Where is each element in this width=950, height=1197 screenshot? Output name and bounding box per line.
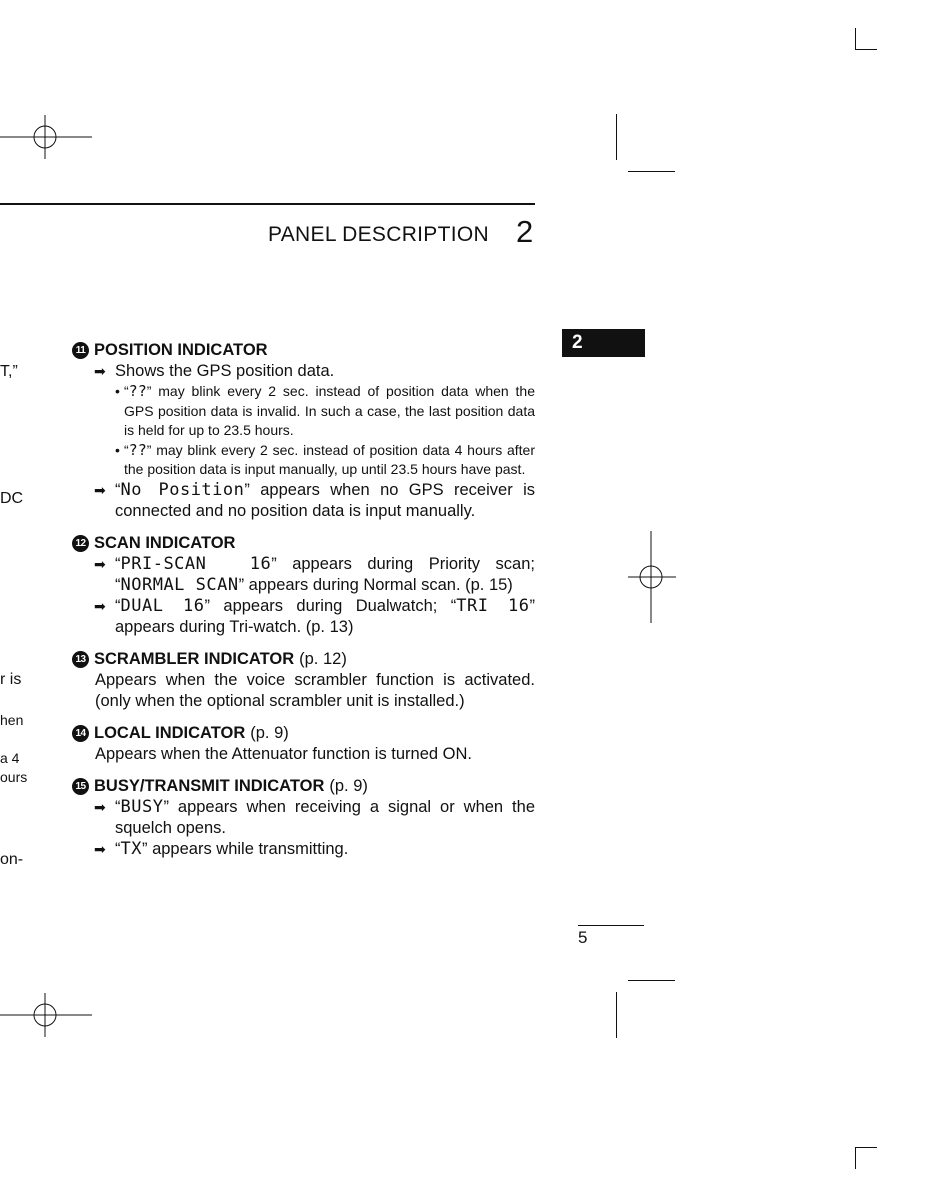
- lcd-text: DUAL 16: [120, 595, 205, 616]
- item-local-indicator: [72, 723, 535, 765]
- chapter-number: 2: [516, 214, 534, 249]
- crop-mark-bottom-right-h: [855, 1147, 877, 1148]
- item-number-badge: 13: [72, 651, 89, 668]
- page-number: 5: [578, 928, 588, 947]
- lcd-text: NORMAL SCAN: [120, 574, 239, 595]
- item-heading: [72, 340, 535, 361]
- arrow-icon: ➡: [94, 481, 106, 498]
- crop-mark-top-right-v: [855, 28, 856, 50]
- item-heading: [72, 723, 535, 744]
- left-fragment: r is: [0, 671, 22, 688]
- lcd-text: BUSY: [120, 796, 164, 817]
- bullet: ➡ “No Position” appears when no GPS receiver is connected and no position data is input manually.: [94, 479, 535, 520]
- item-title: POSITION INDICATOR: [94, 341, 268, 359]
- page-reference: (p. 12): [299, 649, 347, 668]
- lcd-text: No Position: [120, 479, 245, 500]
- item-heading: [72, 533, 535, 554]
- trim-mark-lower-v: [616, 992, 617, 1038]
- indicator-descriptions: [72, 340, 535, 871]
- arrow-icon: ➡: [94, 840, 106, 857]
- header-rule: [0, 203, 535, 205]
- item-scan-indicator: [72, 533, 535, 638]
- arrow-icon: ➡: [94, 597, 106, 614]
- arrow-icon: ➡: [94, 798, 106, 815]
- chapter-tab: 2: [562, 329, 645, 357]
- lcd-text: ??: [128, 382, 147, 400]
- item-number-badge: 11: [72, 342, 89, 359]
- item-title: BUSY/TRANSMIT INDICATOR: [94, 776, 325, 795]
- item-heading: [72, 649, 535, 670]
- registration-mark-bottom-left: [0, 993, 92, 1037]
- item-scrambler-indicator: [72, 649, 535, 712]
- sub-bullet: • “??” may blink every 2 sec. instead of position data when the GPS position data is invalid. In such a case, the last position data is held for up to 23.5 hours.: [115, 382, 535, 438]
- left-fragment: ours: [0, 769, 28, 785]
- item-title: SCRAMBLER INDICATOR: [94, 649, 295, 668]
- item-title: SCAN INDICATOR: [94, 533, 236, 552]
- item-number-badge: 12: [72, 535, 89, 552]
- bullet: ➡ “BUSY” appears when receiving a signal or when the squelch opens.: [94, 796, 535, 837]
- item-description: Appears when the Attenuator function is turned ON.: [95, 744, 472, 763]
- trim-mark-upper-v: [616, 114, 617, 160]
- trim-mark-upper-h: [628, 171, 675, 172]
- bullet: ➡ “PRI-SCAN 16” appears during Priority scan; “NORMAL SCAN” appears during Normal scan. (p. 15): [94, 553, 535, 595]
- arrow-icon: ➡: [94, 363, 106, 379]
- registration-mark-top-left: [0, 115, 92, 159]
- page-number-rule: [578, 925, 644, 926]
- registration-mark-right: [628, 531, 676, 623]
- lcd-text: ??: [128, 440, 147, 459]
- item-description: Appears when the voice scrambler function is activated. (only when the optional scrambler unit is installed.): [95, 670, 535, 710]
- item-title: LOCAL INDICATOR: [94, 723, 246, 742]
- left-fragment: hen: [0, 712, 24, 728]
- left-fragment: DC: [0, 490, 24, 507]
- trim-mark-lower-h: [628, 980, 675, 981]
- item-busy-transmit-indicator: [72, 776, 535, 860]
- item-number-badge: 14: [72, 725, 89, 742]
- bullet: ➡ “TX” appears while transmitting.: [94, 838, 349, 859]
- left-fragment: on-: [0, 851, 24, 868]
- bullet: ➡ Shows the GPS position data.: [94, 362, 335, 380]
- left-fragment: T,”: [0, 363, 18, 380]
- item-heading: [72, 776, 535, 797]
- page-reference: (p. 9): [250, 723, 289, 742]
- section-title: PANEL DESCRIPTION: [268, 223, 489, 246]
- lcd-text: PRI-SCAN 16: [120, 553, 272, 574]
- item-position-indicator: [72, 340, 535, 522]
- page-reference: (p. 9): [329, 776, 368, 795]
- bullet-dot-icon: •: [115, 441, 120, 458]
- sub-bullet: • “??” may blink every 2 sec. instead of position data 4 hours after the position data is input manually, up until 23.5 hours have past.: [115, 440, 535, 477]
- bullet-dot-icon: •: [115, 383, 120, 399]
- item-number-badge: 15: [72, 778, 89, 795]
- lcd-text: TRI 16: [456, 595, 530, 616]
- left-fragment: a 4: [0, 750, 20, 766]
- crop-mark-top-right-h: [855, 49, 877, 50]
- crop-mark-bottom-right-v: [855, 1147, 856, 1169]
- lcd-text: TX: [120, 838, 142, 859]
- arrow-icon: ➡: [94, 555, 106, 572]
- bullet: ➡ “DUAL 16” appears during Dualwatch; “TRI 16” appears during Tri-watch. (p. 13): [94, 595, 535, 636]
